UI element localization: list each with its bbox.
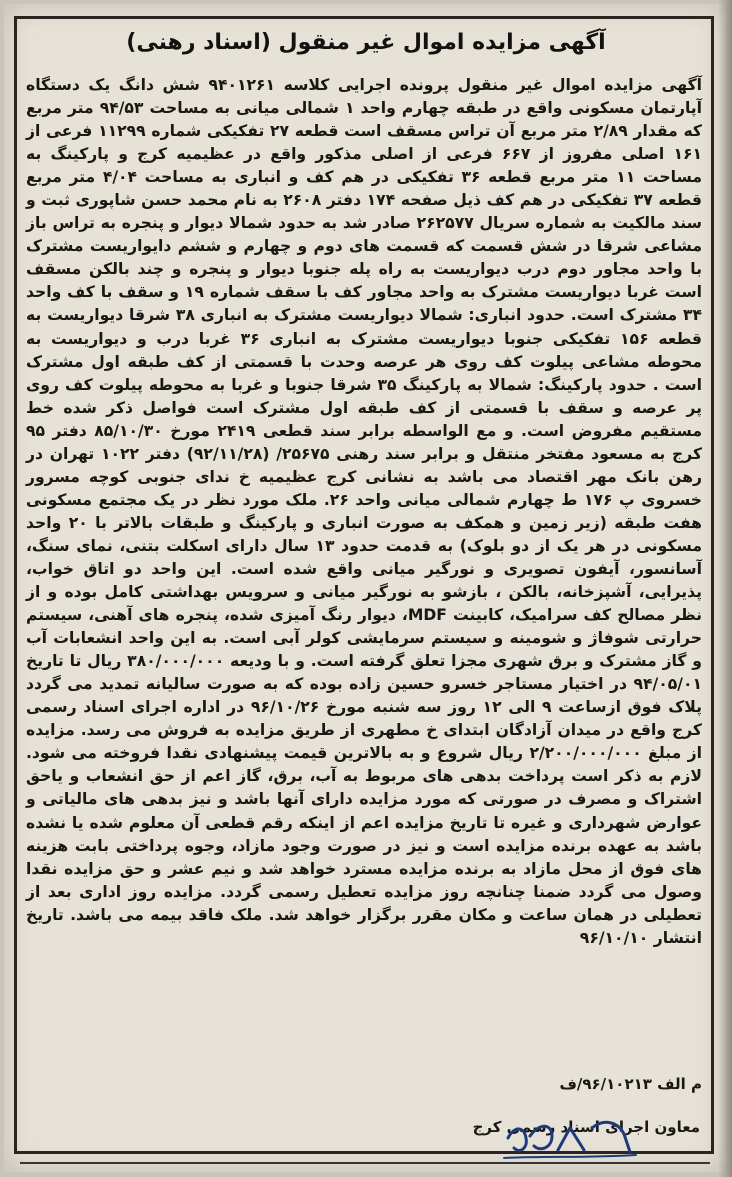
notice-body: آگهی مزایده اموال غیر منقول پرونده اجرایی کلاسه ۹۴۰۱۲۶۱ شش دانگ یک دستگاه آپارتمان مسکونی واقع در طبقه چهارم واحد ۱ شمالی میانی به مساحت ۹۴/۵۳ متر مربع که مقدار ۲/۸۹ متر مربع آن تراس مسقف است قطعه ۲۷ تفکیکی شماره ۱۱۲۹۹ فرعی از ۱۶۱ اصلی مفروز از ۶۶۷ فرعی از اصلی مذکور واقع در عظیمیه کرج و پارکینگ به مساحت ۱۱ متر مربع قطعه ۳۶ تفکیکی در هم کف و انباری به مساحت ۴/۰۴ متر مربع قطعه ۳۷ تفکیکی در هم کف ذیل صفحه ۱۷۴ دفتر ۲۶۰۸ به نام محمد حسن شاپوری ثبت و سند مالکیت به شماره سریال ۲۶۲۵۷۷ صادر شد به حدود شمالا دیوار و پنجره به تراس باز مشاعی شرقا در شش قسمت که قسمت های دوم و چهارم و ششم دایواریست مشترک با واحد مجاور دوم درب دیواریست به راه پله جنوبا دیوار و پنجره و چند بالکن مسقف است غربا دیواریست مشترک به واحد مجاور کف با سقف شماره ۱۹ و سقف با کف واحد ۳۴ مشترک است. حدود انباری: شمالا دیواریست مشترک به انباری ۳۸ شرقا دیواریست به قطعه ۱۵۶ تفکیکی جنوبا دیواریست مشترک به انباری ۳۶ غربا درب و دیواریست به محوطه مشاعی پیلوت کف روی هر عرصه وحدت با قسمتی از کف طبقه اول مشترک است . حدود پارکینگ: شمالا به پارکینگ ۳۵ شرقا جنوبا و غربا به محوطه پیلوت کف روی پر عرصه و سقف با قسمتی از کف طبقه اول مشترک است فواصل ذکر شده خط مستقیم مفروض است. و مع الواسطه برابر سند قطعی ۲۴۱۹ مورخ ۸۵/۱۰/۳۰ دفتر ۹۵ کرج به مسعود مفتخر منتقل و برابر سند رهنی ۲۵۶۷۵/ (۹۲/۱۱/۲۸) دفتر ۱۰۲۲ تهران در رهن بانک مهر اقتصاد می باشد به نشانی کرج عظیمیه خ ندای جنوبی کوچه مسرور خسروی پ ۱۷۶ ط چهارم شمالی میانی واحد ۲۶. ملک مورد نظر در یک مجتمع مسکونی هفت طبقه (زیر زمین و همکف به صورت انباری و پارکینگ و طبقات بالاتر با ۲۰ واحد مسکونی در هر یک از دو بلوک) به قدمت حدود ۱۳ سال دارای اسکلت بتنی، نمای سنگ، آسانسور، آیفون تصویری و نورگیر میانی واقع شده است. این واحد دو اتاق خواب، پذیرایی، آشپزخانه، بالکن ، بازشو به نورگیر میانی و سرویس بهداشتی کامل بوده و از نظر مصالح کف سرامیک، کابینت MDF، دیوار رنگ آمیزی شده، پنجره های آهنی، سیستم حرارتی شوفاژ و شومینه و سیستم سرمایشی کولر آبی است. به این واحد انشعابات آب و گاز مشترک و برق شهری مجزا تعلق گرفته است. و با ودیعه ۳۸۰/۰۰۰/۰۰۰ ریال تا تاریخ ۹۴/۰۵/۰۱ در اختیار مستاجر خسرو حسین زاده بوده که به صورت سالیانه تمدید می گردد پلاک فوق ازساعت ۹ الی ۱۲ روز سه شنبه مورخ ۹۶/۱۰/۲۶ در اداره اجرای اسناد رسمی کرج واقع در میدان آزادگان ابتدای خ مطهری از طریق مزایده به فروش می رسد. مزایده از مبلغ ۲/۲۰۰/۰۰۰/۰۰۰ ریال شروع و به بالاترین قیمت پیشنهادی نقدا فروخته می شود. لازم به ذکر است پرداخت بدهی های مربوط به آب، برق، گاز اعم از حق انشعاب و یاحق اشتراک و مصرف در صورتی که مورد مزایده دارای آنها باشد و نیز بدهی های مالیاتی و عوارض شهرداری و غیره تا تاریخ مزایده اعم از اینکه رقم قطعی آن معلوم شده یا نشده باشد به عهده برنده مزایده است و نیز در صورت وجود مازاد، وجوه پرداختی بابت هزینه های فوق از محل مازاد به برنده مزایده مسترد خواهد شد و نیم عشر و حق مزایده نقدا وصول می گردد ضمنا چنانچه روز مزایده تعطیل رسمی گردد. مزایده روز اداری بعد از تعطیلی در همان ساعت و مکان مقرر برگزار خواهد شد. ملک فاقد بیمه می باشد. تاریخ انتشار ۹۶/۱۰/۱۰ (26, 76, 703, 947)
notice-title: آگهی مزایده اموال غیر منقول (اسناد رهنی) (126, 30, 606, 55)
paper-edge-shadow (718, 0, 732, 1177)
handwritten-number (500, 1108, 640, 1164)
signature-line: معاون اجرای اسناد رسمی کرج (472, 1118, 700, 1136)
reference-number: م الف ۹۶/۱۰۲۱۳/ف (559, 1075, 702, 1093)
bottom-rule (20, 1162, 710, 1164)
